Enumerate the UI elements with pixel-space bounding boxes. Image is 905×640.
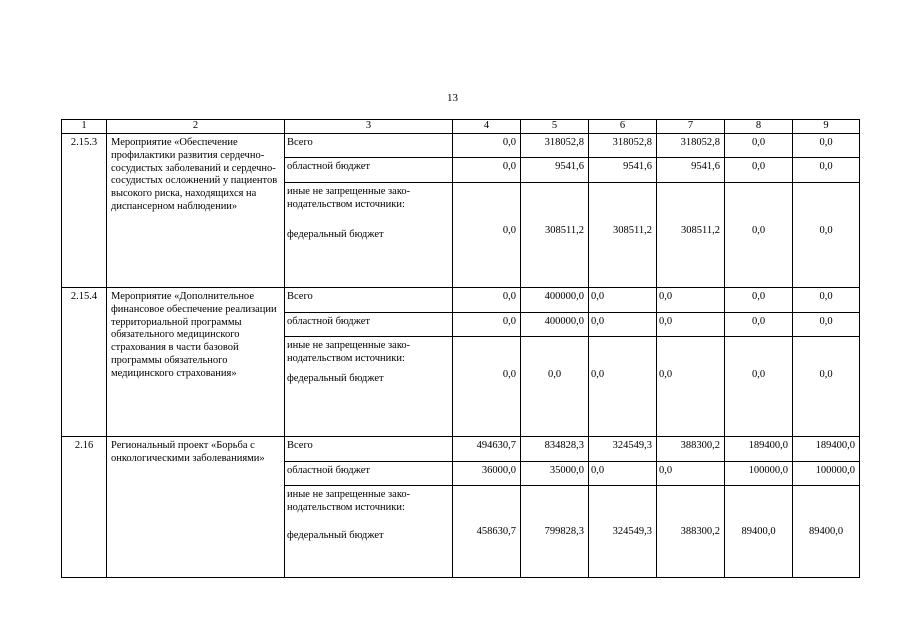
source-label: областной бюджет: [285, 158, 453, 183]
value-cell: 0,0: [725, 134, 793, 158]
value-cell: 0,0: [589, 313, 657, 337]
value-cell: 0,0: [657, 313, 725, 337]
value-cell: 494630,7: [453, 437, 521, 462]
header-cell: 1: [62, 120, 107, 134]
value-cell: 0,0: [793, 134, 860, 158]
value-cell: 89400,0: [725, 486, 793, 578]
source-label: Всего: [285, 134, 453, 158]
value-cell: 0,0: [793, 288, 860, 313]
source-label: областной бюджет: [285, 462, 453, 486]
value-cell: 9541,6: [657, 158, 725, 183]
header-cell: 2: [107, 120, 285, 134]
item-number: 2.15.4: [62, 288, 107, 437]
value-cell: 324549,3: [589, 486, 657, 578]
value-cell: 0,0: [725, 337, 793, 437]
header-cell: 8: [725, 120, 793, 134]
value-cell: 0,0: [793, 158, 860, 183]
value-cell: 0,0: [725, 288, 793, 313]
value-cell: 0,0: [793, 183, 860, 288]
other-sources-label: иные не запрещенные зако-нодательством источники:: [287, 489, 411, 513]
table-row: [62, 288, 860, 313]
source-label: Всего: [285, 437, 453, 462]
value-cell: 308511,2: [521, 183, 589, 288]
value-cell: 388300,2: [657, 486, 725, 578]
value-cell: 318052,8: [657, 134, 725, 158]
item-description: Мероприятие «Дополнительное финансовое обеспечение реализации территориальной программы обязательного медицинского страхования в части базовой программы обязательного медицинского страхования»: [107, 288, 285, 437]
value-cell: 318052,8: [589, 134, 657, 158]
item-number: 2.15.3: [62, 134, 107, 288]
value-cell: 9541,6: [521, 158, 589, 183]
federal-budget-label: федеральный бюджет: [287, 529, 384, 541]
value-cell: 0,0: [521, 337, 589, 437]
header-cell: 9: [793, 120, 860, 134]
value-cell: 100000,0: [793, 462, 860, 486]
value-cell: 0,0: [725, 183, 793, 288]
source-label: Всего: [285, 288, 453, 313]
source-label: [285, 183, 453, 288]
header-cell: 6: [589, 120, 657, 134]
value-cell: 100000,0: [725, 462, 793, 486]
value-cell: 458630,7: [453, 486, 521, 578]
other-sources-label: иные не запрещенные зако-нодательством источники:: [287, 186, 411, 210]
value-cell: 0,0: [453, 288, 521, 313]
table-row: [62, 134, 860, 158]
value-cell: 35000,0: [521, 462, 589, 486]
value-cell: 36000,0: [453, 462, 521, 486]
value-cell: 0,0: [453, 183, 521, 288]
value-cell: 0,0: [453, 337, 521, 437]
value-cell: 799828,3: [521, 486, 589, 578]
header-cell: 5: [521, 120, 589, 134]
value-cell: 0,0: [589, 288, 657, 313]
header-cell: 3: [285, 120, 453, 134]
value-cell: 308511,2: [657, 183, 725, 288]
value-cell: 89400,0: [793, 486, 860, 578]
value-cell: 0,0: [453, 313, 521, 337]
value-cell: 0,0: [453, 134, 521, 158]
value-cell: 400000,0: [521, 288, 589, 313]
value-cell: 324549,3: [589, 437, 657, 462]
header-cell: 4: [453, 120, 521, 134]
page-number: 13: [447, 92, 458, 104]
value-cell: 400000,0: [521, 313, 589, 337]
header-row: [62, 120, 860, 134]
source-label: [285, 337, 453, 437]
value-cell: 0,0: [589, 337, 657, 437]
value-cell: 834828,3: [521, 437, 589, 462]
value-cell: 0,0: [725, 313, 793, 337]
item-description: Региональный проект «Борьба с онкологическими заболеваниями»: [107, 437, 285, 578]
item-number: 2.16: [62, 437, 107, 578]
value-cell: 189400,0: [725, 437, 793, 462]
federal-budget-label: федеральный бюджет: [287, 372, 384, 384]
table-row: [62, 437, 860, 462]
item-description: Мероприятие «Обеспечение профилактики развития сердечно-сосудистых заболеваний и сердечно-сосудистых осложнений у пациентов высокого риска, находящихся на диспансерном наблюдении»: [107, 134, 285, 288]
value-cell: 388300,2: [657, 437, 725, 462]
value-cell: 0,0: [793, 313, 860, 337]
value-cell: 189400,0: [793, 437, 860, 462]
value-cell: 0,0: [589, 462, 657, 486]
source-label: [285, 486, 453, 578]
value-cell: 318052,8: [521, 134, 589, 158]
value-cell: 0,0: [453, 158, 521, 183]
value-cell: 0,0: [657, 462, 725, 486]
other-sources-label: иные не запрещенные зако-нодательством источники:: [287, 340, 411, 364]
header-cell: 7: [657, 120, 725, 134]
federal-budget-label: федеральный бюджет: [287, 228, 384, 240]
source-label: областной бюджет: [285, 313, 453, 337]
value-cell: 9541,6: [589, 158, 657, 183]
value-cell: 308511,2: [589, 183, 657, 288]
value-cell: 0,0: [725, 158, 793, 183]
value-cell: 0,0: [657, 337, 725, 437]
budget-table: [61, 119, 860, 578]
value-cell: 0,0: [657, 288, 725, 313]
value-cell: 0,0: [793, 337, 860, 437]
